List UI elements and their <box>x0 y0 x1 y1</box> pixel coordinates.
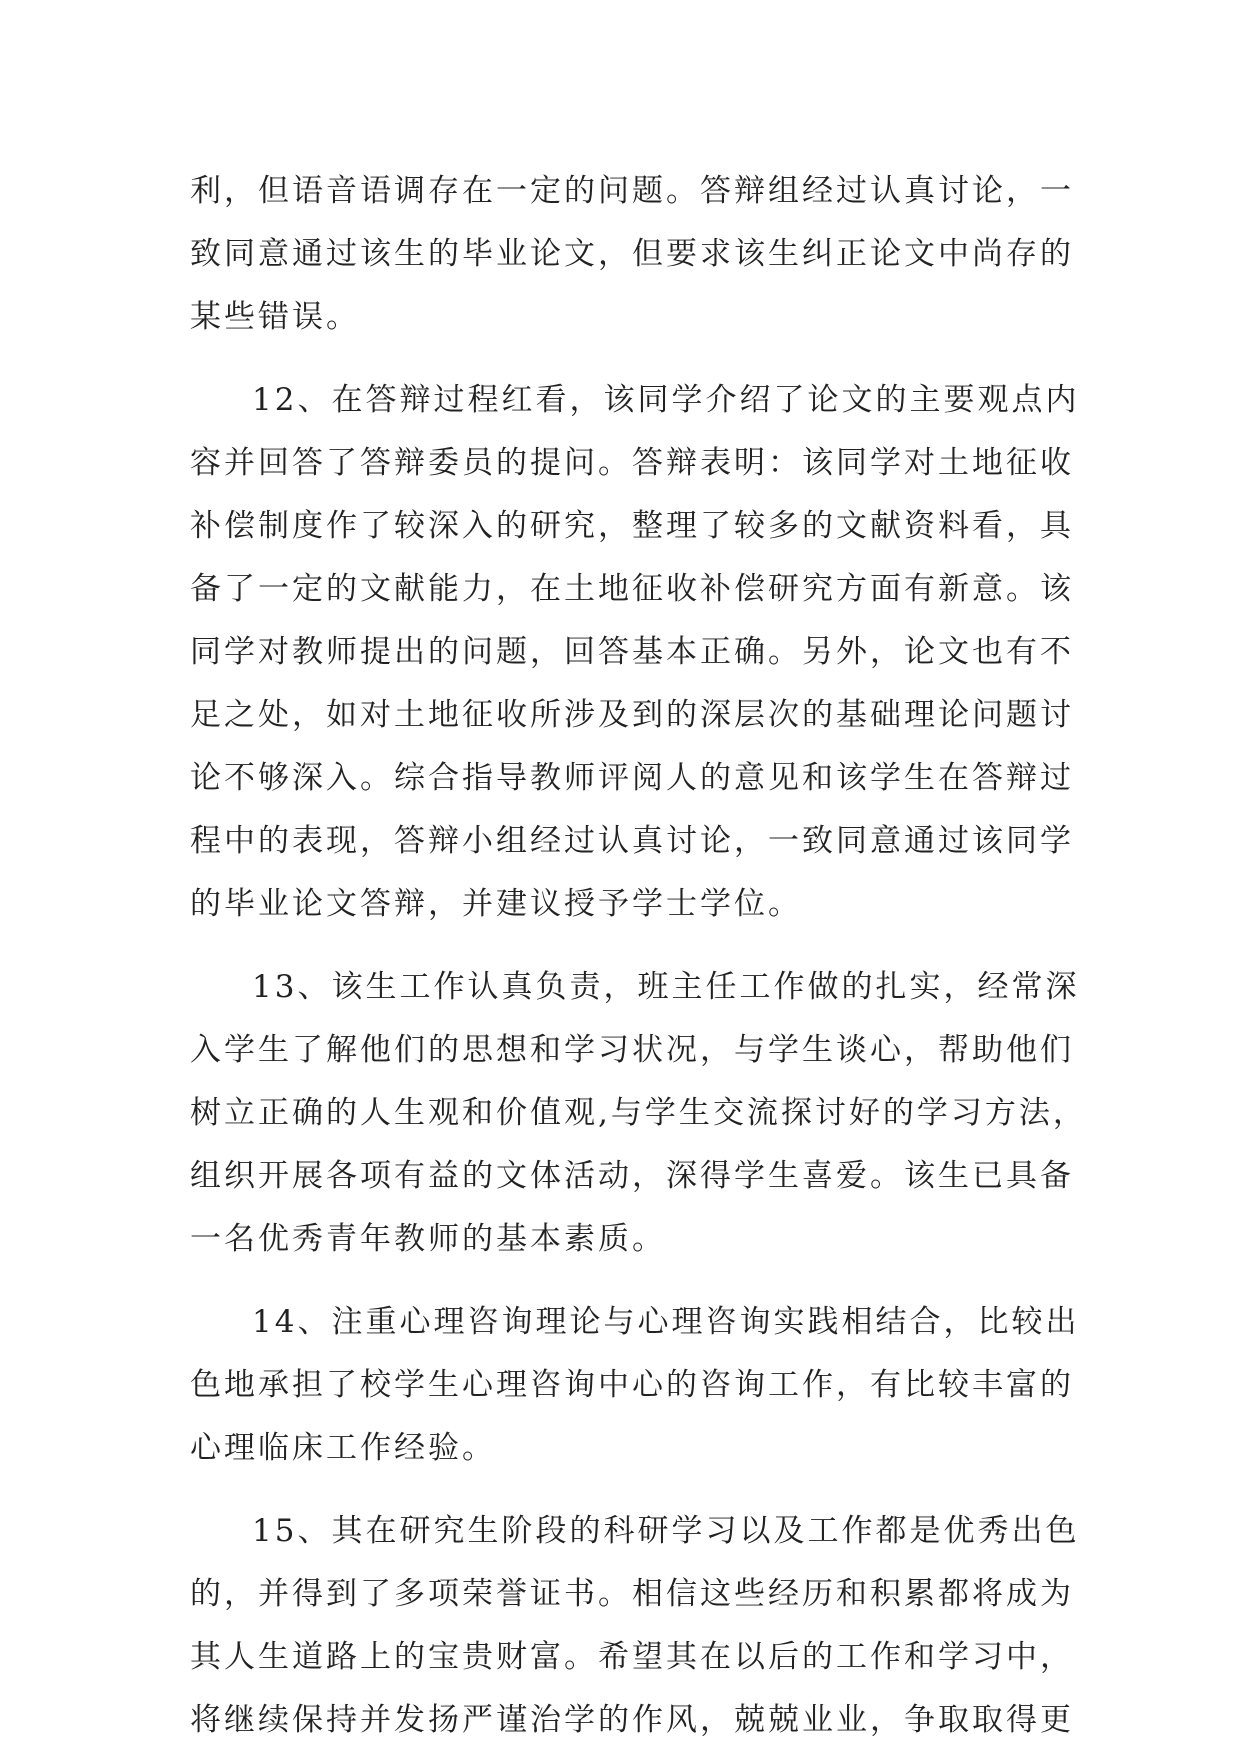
paragraph-15 <box>190 1500 1080 1752</box>
paragraph-line: 将继续保持并发扬严谨治学的作风，兢兢业业，争取取得更 <box>190 1702 1074 1738</box>
paragraph-line: 一名优秀青年教师的基本素质。 <box>190 1221 666 1257</box>
paragraph-line: 组织开展各项有益的文体活动，深得学生喜爱。该生已具备 <box>190 1158 1074 1194</box>
paragraph-line: 入学生了解他们的思想和学习状况，与学生谈心，帮助他们 <box>190 1032 1074 1068</box>
paragraph-spacer <box>190 936 1060 956</box>
paragraph-line: 12、在答辩过程红看，该同学介绍了论文的主要观点内 <box>252 382 1080 418</box>
paragraph-11-tail <box>190 160 1074 349</box>
paragraph-13 <box>190 956 1087 1271</box>
paragraph-line: 的毕业论文答辩，并建议授予学士学位。 <box>190 886 802 922</box>
paragraph-line: 论不够深入。综合指导教师评阅人的意见和该学生在答辩过 <box>190 760 1074 796</box>
paragraph-line: 树立正确的人生观和价值观,与学生交流探讨好的学习方法， <box>190 1095 1087 1131</box>
paragraph-line: 心理临床工作经验。 <box>190 1430 496 1466</box>
paragraph-line: 容并回答了答辩委员的提问。答辩表明：该同学对土地征收 <box>190 445 1074 481</box>
paragraph-line: 色地承担了校学生心理咨询中心的咨询工作，有比较丰富的 <box>190 1367 1074 1403</box>
paragraph-spacer <box>190 1271 1060 1291</box>
paragraph-14 <box>190 1291 1080 1480</box>
paragraph-line: 14、注重心理咨询理论与心理咨询实践相结合，比较出 <box>252 1304 1080 1340</box>
paragraph-line: 足之处，如对土地征收所涉及到的深层次的基础理论问题讨 <box>190 697 1074 733</box>
paragraph-12 <box>190 369 1080 936</box>
document-body <box>190 160 1087 1752</box>
paragraph-spacer <box>190 1480 1060 1500</box>
paragraph-line: 程中的表现，答辩小组经过认真讨论，一致同意通过该同学 <box>190 823 1074 859</box>
paragraph-line: 其人生道路上的宝贵财富。希望其在以后的工作和学习中， <box>190 1639 1074 1675</box>
paragraph-line: 的，并得到了多项荣誉证书。相信这些经历和积累都将成为 <box>190 1576 1074 1612</box>
paragraph-line: 某些错误。 <box>190 299 360 335</box>
paragraph-spacer <box>190 349 1060 369</box>
paragraph-line: 13、该生工作认真负责，班主任工作做的扎实，经常深 <box>252 969 1080 1005</box>
paragraph-line: 15、其在研究生阶段的科研学习以及工作都是优秀出色 <box>252 1513 1080 1549</box>
paragraph-line: 补偿制度作了较深入的研究，整理了较多的文献资料看，具 <box>190 508 1074 544</box>
paragraph-line: 利，但语音语调存在一定的问题。答辩组经过认真讨论，一 <box>190 173 1074 209</box>
paragraph-line: 同学对教师提出的问题，回答基本正确。另外，论文也有不 <box>190 634 1074 670</box>
paragraph-line: 备了一定的文献能力，在土地征收补偿研究方面有新意。该 <box>190 571 1074 607</box>
paragraph-line: 致同意通过该生的毕业论文，但要求该生纠正论文中尚存的 <box>190 236 1074 272</box>
